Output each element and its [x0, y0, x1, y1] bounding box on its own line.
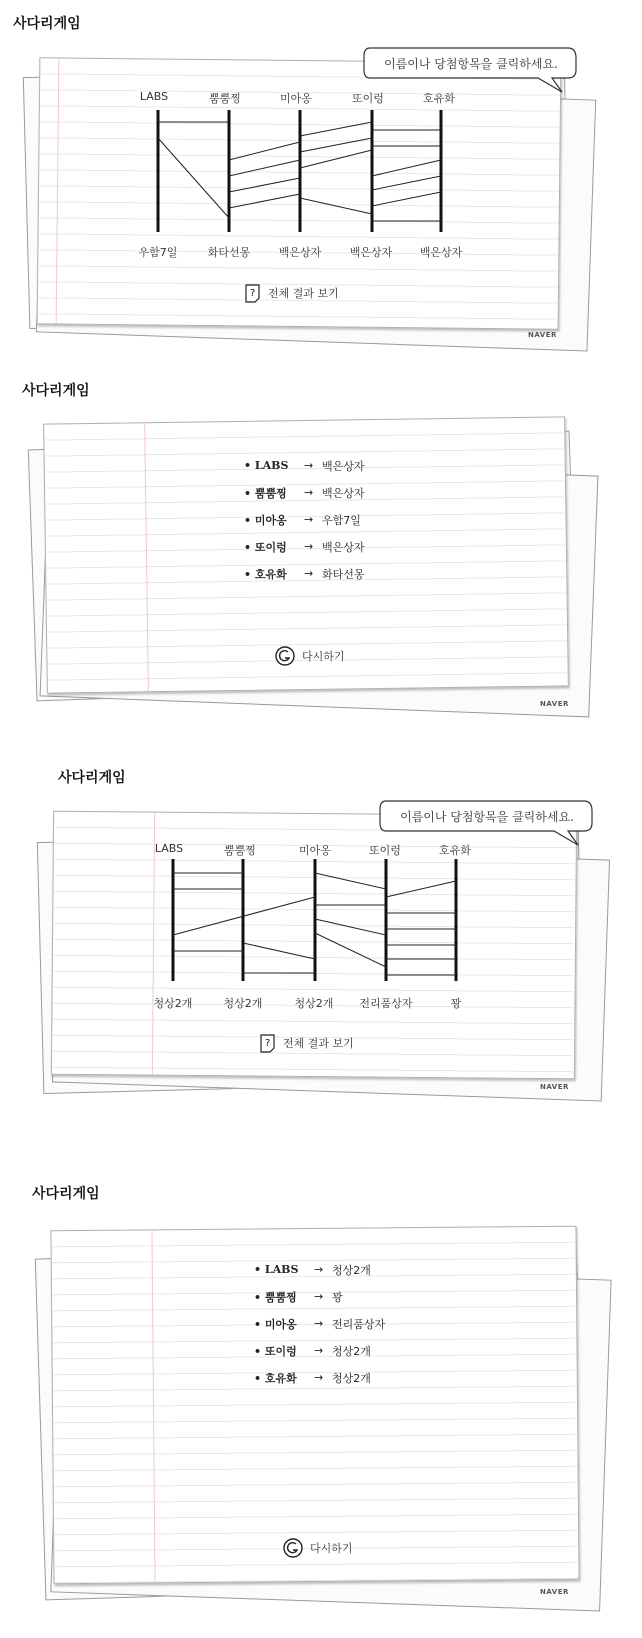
replay-icon — [274, 645, 296, 667]
arrow-icon: → — [304, 567, 314, 580]
margin-line — [144, 423, 149, 691]
arrow-icon: → — [314, 1290, 324, 1303]
result-row — [254, 1310, 385, 1337]
arrow-icon: → — [304, 513, 314, 526]
result-prize: 청상2개 — [332, 1344, 371, 1358]
view-all-results-button[interactable] — [244, 283, 339, 303]
player-name-3[interactable]: 미아옹 — [280, 92, 312, 105]
svg-text:?: ? — [265, 1038, 271, 1049]
result-row — [254, 1256, 385, 1283]
margin-line — [151, 1230, 155, 1582]
naver-logo: NAVER — [540, 1083, 569, 1091]
result-row — [254, 1337, 385, 1364]
player-name-1[interactable]: LABS — [154, 842, 184, 855]
prize-item-4[interactable]: 전리품상자 — [359, 997, 413, 1010]
arrow-icon: → — [304, 540, 314, 553]
prize-item-1[interactable]: 청상2개 — [153, 997, 193, 1010]
result-name: • 호유화 — [254, 1371, 297, 1385]
result-row — [244, 479, 365, 506]
player-name-2[interactable]: 뿜뿜찡 — [224, 844, 256, 857]
button-label: 다시하기 — [302, 650, 345, 663]
prize-item-5[interactable]: 백은상자 — [419, 246, 463, 259]
result-prize: 전리품상자 — [332, 1317, 386, 1331]
arrow-icon: → — [304, 486, 314, 499]
panel-title: 사다리게임 — [22, 383, 90, 399]
panel-title: 사다리게임 — [13, 16, 81, 32]
result-row — [244, 452, 365, 479]
prize-item-3[interactable]: 청상2개 — [294, 997, 334, 1010]
result-name: • LABS — [244, 459, 289, 472]
button-label: 다시하기 — [310, 1542, 353, 1555]
arrow-icon: → — [304, 459, 314, 472]
result-name: • 또이렁 — [254, 1344, 297, 1358]
prize-item-2[interactable]: 청상2개 — [223, 997, 263, 1010]
svg-text:?: ? — [250, 288, 256, 299]
ladder-game-panel-3 — [0, 755, 642, 1135]
player-name-1[interactable]: LABS — [139, 90, 169, 103]
play-again-button[interactable] — [282, 1537, 353, 1559]
result-row — [244, 506, 365, 533]
result-name: • 또이렁 — [244, 540, 287, 554]
replay-icon — [282, 1537, 304, 1559]
ladder-diagram — [0, 755, 642, 1135]
result-prize: 화타선몽 — [322, 567, 365, 581]
result-name: • 뿜뿜찡 — [254, 1290, 297, 1304]
result-panel-2 — [0, 370, 642, 750]
bubble-text: 이름이나 당첨항목을 클릭하세요. — [384, 57, 558, 71]
naver-logo: NAVER — [528, 331, 557, 339]
result-panel-4 — [0, 1170, 642, 1630]
naver-logo: NAVER — [540, 1588, 569, 1596]
result-prize: 백은상자 — [322, 459, 365, 473]
view-all-results-button[interactable] — [259, 1033, 354, 1053]
prize-item-1[interactable]: 우함7일 — [138, 246, 178, 259]
prize-item-2[interactable]: 화타선몽 — [207, 246, 251, 259]
arrow-icon: → — [314, 1371, 324, 1384]
arrow-icon: → — [314, 1263, 324, 1276]
panel-title: 사다리게임 — [32, 1186, 100, 1202]
player-name-5[interactable]: 호유화 — [423, 92, 455, 105]
player-name-2[interactable]: 뿜뿜찡 — [209, 92, 241, 105]
player-name-3[interactable]: 미아옹 — [299, 844, 331, 857]
ladder-game-panel-1 — [0, 0, 642, 380]
result-prize: 꽝 — [332, 1290, 343, 1304]
play-again-button[interactable] — [274, 645, 345, 667]
player-name-4[interactable]: 또이렁 — [352, 92, 384, 105]
button-label: 전체 결과 보기 — [268, 287, 339, 300]
player-name-5[interactable]: 호유화 — [439, 844, 471, 857]
result-list — [244, 452, 365, 587]
result-name: • 미아옹 — [244, 513, 287, 527]
prize-item-5[interactable]: 꽝 — [450, 997, 462, 1010]
result-row — [244, 560, 365, 587]
result-row — [244, 533, 365, 560]
note-question-icon — [244, 283, 262, 303]
naver-logo: NAVER — [540, 700, 569, 708]
note-question-icon — [259, 1033, 277, 1053]
result-prize: 청상2개 — [332, 1371, 371, 1385]
arrow-icon: → — [314, 1317, 324, 1330]
result-prize: 우함7일 — [322, 513, 361, 527]
result-name: • 뿜뿜찡 — [244, 486, 287, 500]
bubble-text: 이름이나 당첨항목을 클릭하세요. — [400, 810, 574, 824]
result-prize: 백은상자 — [322, 540, 365, 554]
button-label: 전체 결과 보기 — [283, 1037, 354, 1050]
result-name: • LABS — [254, 1263, 299, 1276]
prize-item-4[interactable]: 백은상자 — [349, 246, 393, 259]
result-prize: 백은상자 — [322, 486, 365, 500]
ladder-diagram — [0, 0, 642, 380]
arrow-icon: → — [314, 1344, 324, 1357]
panel-title: 사다리게임 — [58, 770, 126, 786]
result-row — [254, 1283, 385, 1310]
result-prize: 청상2개 — [332, 1263, 371, 1277]
result-row — [254, 1364, 385, 1391]
prize-item-3[interactable]: 백은상자 — [278, 246, 322, 259]
result-name: • 미아옹 — [254, 1317, 297, 1331]
result-name: • 호유화 — [244, 567, 287, 581]
result-list — [254, 1256, 385, 1391]
player-name-4[interactable]: 또이렁 — [369, 844, 401, 857]
